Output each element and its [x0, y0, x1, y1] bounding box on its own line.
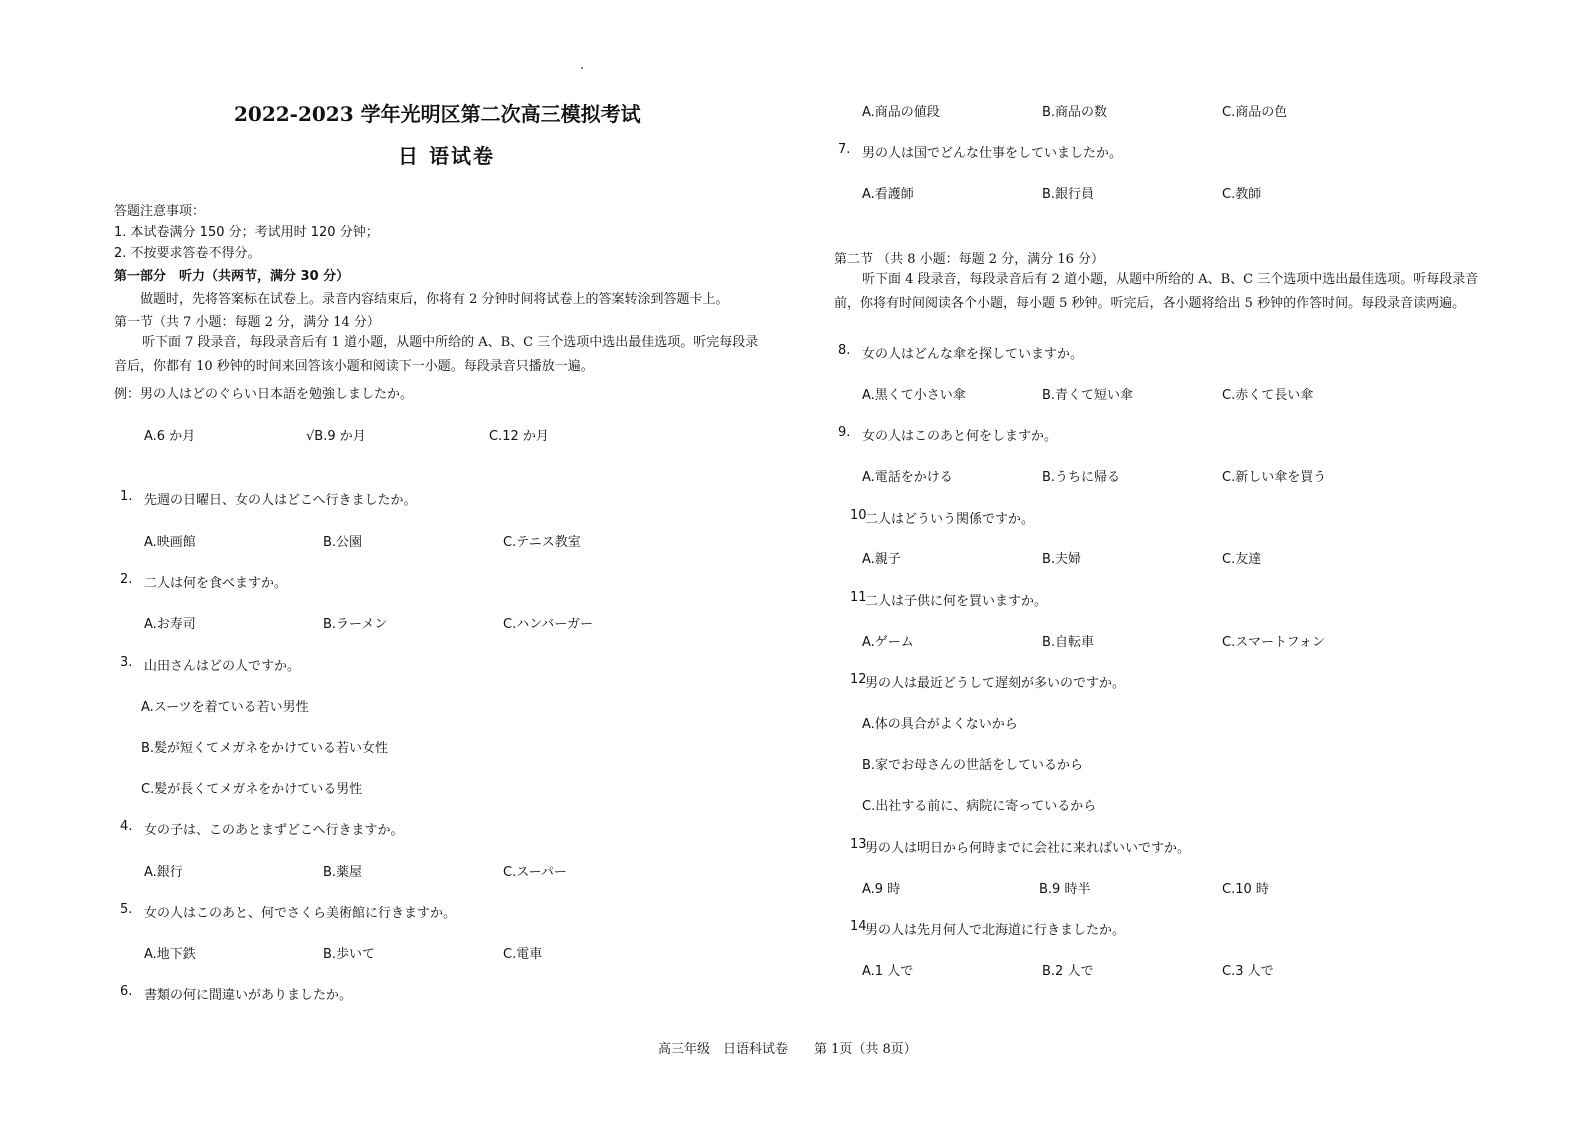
question-number: 1.	[120, 489, 133, 504]
option-a: A.1 人で	[862, 964, 914, 979]
option-c: C.ハンバーガー	[503, 617, 594, 632]
question-text: 先週の日曜日、女の人はどこへ行きましたか。	[144, 493, 417, 508]
question-text: 男の人は国でどんな仕事をしていましたか。	[862, 146, 1123, 161]
question-number: 12	[850, 672, 867, 687]
option-b: B.薬屋	[323, 865, 363, 880]
option-a: A.黒くて小さい傘	[862, 388, 966, 403]
option-a: A.ゲーム	[862, 635, 914, 650]
option-c: C.電車	[503, 947, 543, 962]
question-text: 二人は子供に何を買いますか。	[865, 594, 1048, 609]
section2-heading: 第二节 （共 8 小题：每题 2 分，满分 16 分）	[834, 252, 1105, 267]
option-c: C.スマートフォン	[1222, 635, 1325, 650]
question-text: 女の人はこのあと、何でさくら美術館に行きますか。	[144, 906, 457, 921]
option-a: A.お寿司	[144, 617, 196, 632]
page-title: 2022-2023 学年光明区第二次高三模拟考试	[234, 102, 641, 126]
question-number: 6.	[120, 984, 133, 999]
scan-dot	[581, 67, 583, 69]
option-b: B.銀行員	[1042, 187, 1095, 202]
option-a: A.看護師	[862, 187, 914, 202]
note-item: 1. 本试卷满分 150 分；考试用时 120 分钟；	[114, 225, 379, 240]
option-a: A.銀行	[144, 865, 183, 880]
option-c: C.出社する前に、病院に寄っているから	[862, 799, 1097, 814]
question-number: 13	[850, 837, 867, 852]
option-c: C.赤くて長い傘	[1222, 388, 1314, 403]
question-text: 男の人は先月何人で北海道に行きましたか。	[865, 923, 1126, 938]
question-text: 男の人は最近どうして遅刻が多いのですか。	[865, 676, 1126, 691]
notes-heading: 答题注意事项：	[114, 204, 206, 219]
example-option: √B.9 か月	[306, 429, 366, 444]
section1-heading: 第一节（共 7 小题：每题 2 分，满分 14 分）	[114, 315, 380, 330]
option-a: A.9 時	[862, 882, 901, 897]
question-number: 3.	[120, 655, 133, 670]
option-b: B.髪が短くてメガネをかけている若い女性	[141, 741, 389, 756]
option-c: C.3 人で	[1222, 964, 1274, 979]
question-number: 4.	[120, 819, 133, 834]
question-number: 11	[850, 590, 867, 605]
option-b: B.うちに帰る	[1042, 470, 1121, 485]
option-b: B.ラーメン	[323, 617, 388, 632]
question-number: 2.	[120, 572, 133, 587]
option-b: B.自転車	[1042, 635, 1095, 650]
option-c: C.髪が長くてメガネをかけている男性	[141, 782, 363, 797]
question-number: 14	[850, 919, 867, 934]
option-a: A.商品の値段	[862, 105, 940, 120]
question-number: 9.	[838, 425, 851, 440]
question-text: 二人はどういう関係ですか。	[865, 512, 1035, 527]
question-text: 山田さんはどの人ですか。	[144, 659, 301, 674]
option-a: A.体の具合がよくないから	[862, 717, 1018, 732]
example-option: A.6 か月	[144, 429, 196, 444]
question-text: 女の人はこのあと何をしますか。	[862, 429, 1058, 444]
option-b: B.9 時半	[1039, 882, 1091, 897]
example-question: 例：男の人はどのぐらい日本語を勉強しましたか。	[114, 387, 414, 402]
option-b: B.夫婦	[1042, 552, 1082, 567]
option-b: B.歩いて	[323, 947, 376, 962]
part1-heading: 第一部分 听力（共两节，满分 30 分）	[114, 269, 350, 284]
question-text: 書類の何に間違いがありましたか。	[144, 988, 353, 1003]
option-a: A.親子	[862, 552, 901, 567]
option-b: B.2 人で	[1042, 964, 1094, 979]
option-c: C.友達	[1222, 552, 1262, 567]
option-c: C.商品の色	[1222, 105, 1288, 120]
option-a: A.スーツを着ている若い男性	[141, 700, 309, 715]
question-text: 男の人は明日から何時までに会社に来ればいいですか。	[865, 841, 1191, 856]
question-text: 女の人はどんな傘を探していますか。	[862, 347, 1084, 362]
option-c: C.新しい傘を買う	[1222, 470, 1327, 485]
option-b: B.青くて短い傘	[1042, 388, 1134, 403]
option-a: A.映画館	[144, 535, 196, 550]
option-b: B.公園	[323, 535, 363, 550]
option-b: B.家でお母さんの世話をしているから	[862, 758, 1084, 773]
question-number: 7.	[838, 142, 851, 157]
note-item: 2. 不按要求答卷不得分。	[114, 246, 261, 261]
option-c: C.スーパー	[503, 865, 567, 880]
section1-intro: 听下面 7 段录音，每段录音后有 1 道小题，从题中所给的 A、B、C 三个选项中选出最佳选项。听完每段录音后，你都有 10 秒钟的时间来回答该小题和阅读下一小题。每段录音只播放一遍。	[114, 335, 759, 374]
question-number: 10	[850, 508, 867, 523]
page-footer: 高三年级 日语科试卷 第 1页（共 8页）	[658, 1042, 917, 1057]
option-a: A.地下鉄	[144, 947, 196, 962]
option-c: C.教師	[1222, 187, 1262, 202]
question-number: 8.	[838, 343, 851, 358]
option-a: A.電話をかける	[862, 470, 953, 485]
example-option: C.12 か月	[489, 429, 549, 444]
section2-intro: 听下面 4 段录音，每段录音后有 2 道小题，从题中所给的 A、B、C 三个选项中选出最佳选项。听每段录音前，你将有时间阅读各个小题，每小题 5 秒钟。听完后，各小题将给出 5 秒钟的作答时间。每段录音读两遍。	[834, 272, 1479, 311]
option-c: C.テニス教室	[503, 535, 581, 550]
question-text: 女の子は、このあとまずどこへ行きますか。	[144, 823, 404, 838]
option-c: C.10 時	[1222, 882, 1269, 897]
part1-intro: 做题时，先将答案标在试卷上。录音内容结束后，你将有 2 分钟时间将试卷上的答案转涂到答题卡上。	[140, 292, 729, 307]
page-subtitle: 日 语试卷	[398, 144, 495, 168]
option-b: B.商品の数	[1042, 105, 1108, 120]
question-text: 二人は何を食べますか。	[144, 576, 288, 591]
question-number: 5.	[120, 902, 133, 917]
